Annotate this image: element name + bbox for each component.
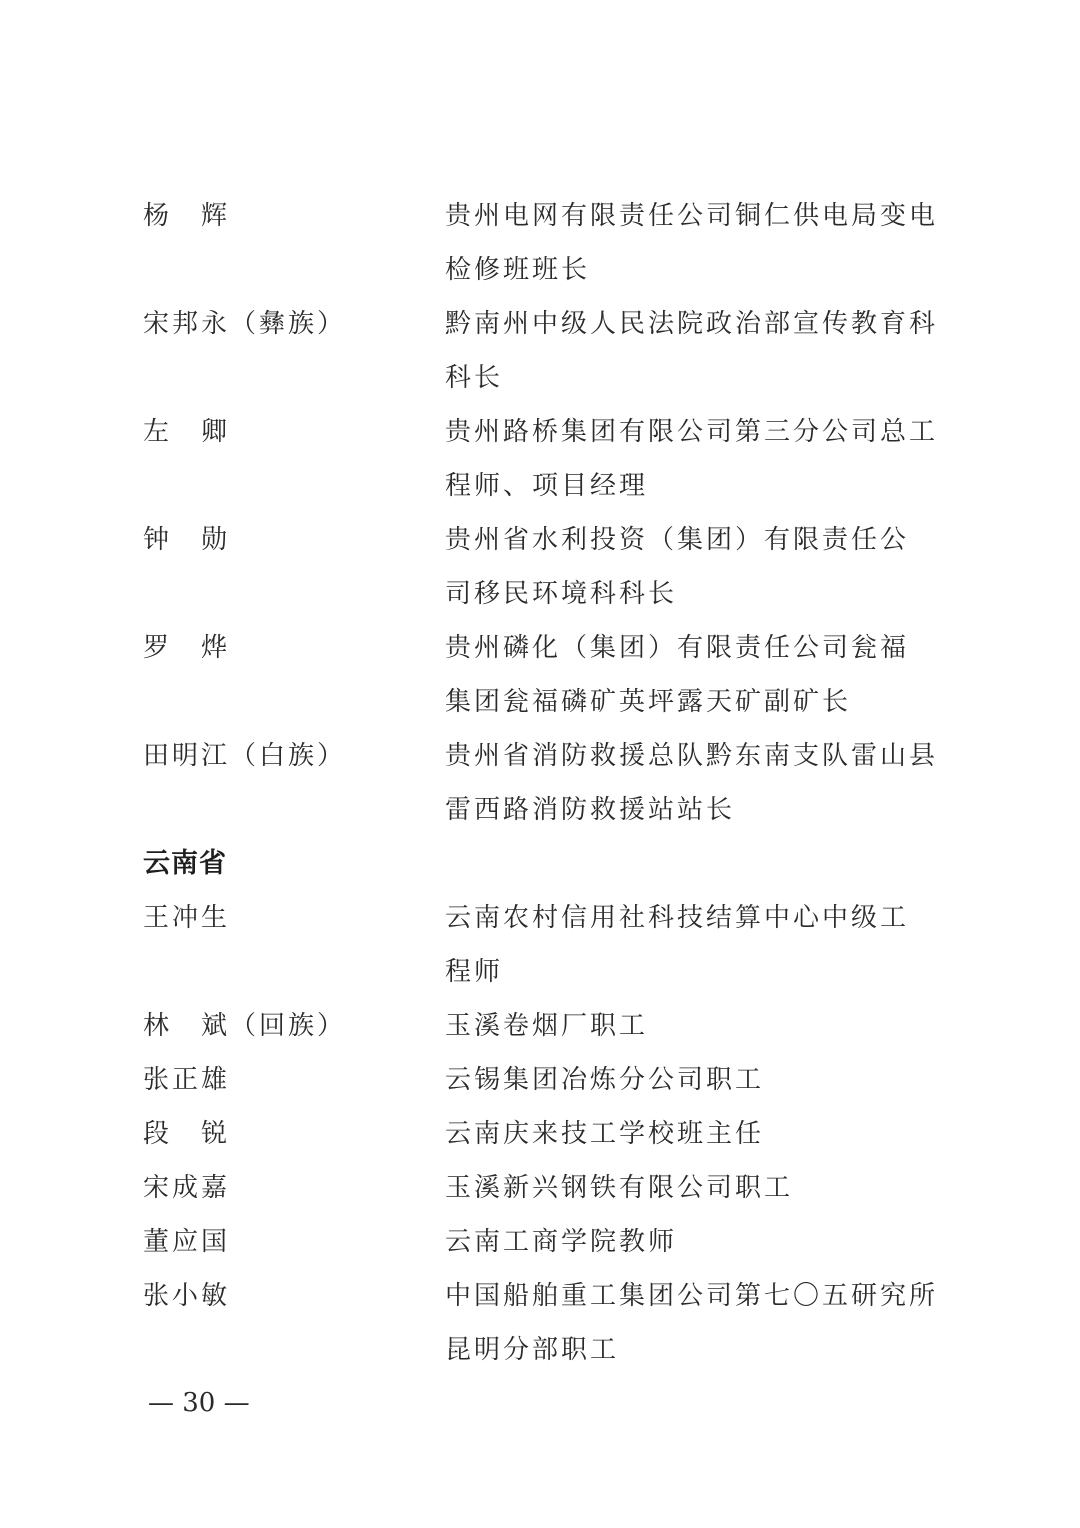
organization-line: 司移民环境科科长 [445, 579, 678, 609]
organization-line: 云锡集团冶炼分公司职工 [445, 1065, 765, 1095]
person-organization [445, 1215, 945, 1269]
organization-line: 云南工商学院教师 [445, 1227, 678, 1257]
person-name: 宋邦永（彝族） [143, 309, 347, 339]
organization-line: 黔南州中级人民法院政治部宣传教育科 [445, 309, 939, 339]
person-name: 张小敏 [143, 1281, 231, 1311]
person-organization [445, 405, 945, 513]
organization-line: 玉溪卷烟厂职工 [445, 1011, 649, 1041]
person-name: 杨 辉 [143, 201, 231, 231]
person-organization [445, 1107, 945, 1161]
person-name: 段 锐 [143, 1119, 231, 1149]
organization-line: 检修班班长 [445, 255, 591, 285]
person-name: 张正雄 [143, 1065, 231, 1095]
person-name: 林 斌（回族） [143, 1011, 347, 1041]
person-name: 罗 烨 [143, 633, 231, 663]
person-organization [445, 1053, 945, 1107]
person-organization [445, 189, 945, 297]
organization-line: 玉溪新兴钢铁有限公司职工 [445, 1173, 794, 1203]
person-name: 王冲生 [143, 903, 231, 933]
page-number: — 30 — [148, 1388, 250, 1418]
person-name: 田明江（白族） [143, 741, 347, 771]
organization-line: 贵州省水利投资（集团）有限责任公 [445, 525, 910, 555]
organization-line: 贵州电网有限责任公司铜仁供电局变电 [445, 201, 939, 231]
organization-line: 云南农村信用社科技结算中心中级工 [445, 903, 910, 933]
person-organization [445, 1269, 945, 1377]
person-organization [445, 297, 945, 405]
person-name: 董应国 [143, 1227, 231, 1257]
organization-line: 程师 [445, 957, 504, 987]
person-name: 左 卿 [143, 417, 231, 447]
organization-line: 贵州磷化（集团）有限责任公司瓮福 [445, 633, 910, 663]
person-name: 宋成嘉 [143, 1173, 231, 1203]
organization-line: 中国船舶重工集团公司第七〇五研究所 [445, 1281, 939, 1311]
person-organization [445, 891, 945, 999]
person-organization [445, 621, 945, 729]
person-name: 钟 勋 [143, 525, 231, 555]
person-organization [445, 729, 945, 837]
person-organization [445, 513, 945, 621]
organization-line: 科长 [445, 363, 504, 393]
organization-line: 集团瓮福磷矿英坪露天矿副矿长 [445, 687, 852, 717]
section-heading: 云南省 [143, 848, 227, 879]
organization-line: 贵州路桥集团有限公司第三分公司总工 [445, 417, 939, 447]
organization-line: 云南庆来技工学校班主任 [445, 1119, 765, 1149]
person-organization [445, 999, 945, 1053]
organization-line: 程师、项目经理 [445, 471, 649, 501]
organization-line: 昆明分部职工 [445, 1335, 620, 1365]
person-organization [445, 1161, 945, 1215]
organization-line: 雷西路消防救援站站长 [445, 795, 736, 825]
organization-line: 贵州省消防救援总队黔东南支队雷山县 [445, 741, 939, 771]
